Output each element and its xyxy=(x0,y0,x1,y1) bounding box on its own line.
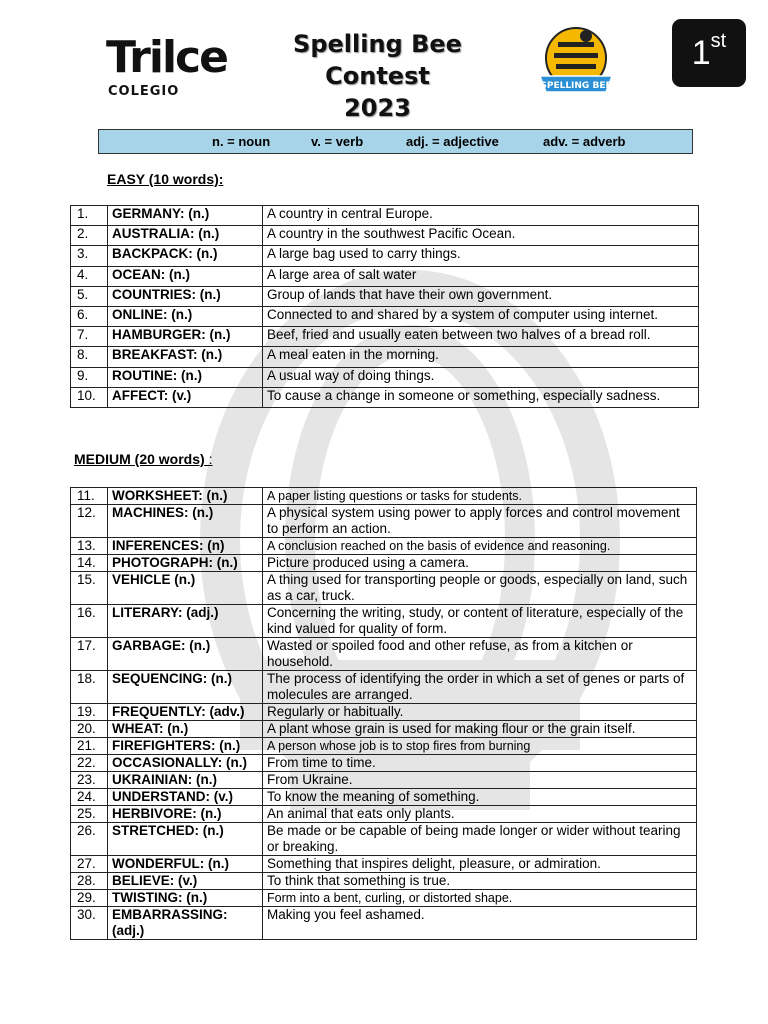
row-word: COUNTRIES: (n.) xyxy=(108,286,263,306)
row-word: WONDERFUL: (n.) xyxy=(108,856,263,873)
row-definition: Something that inspires delight, pleasure, or admiration. xyxy=(263,856,697,873)
row-number: 9. xyxy=(71,367,108,387)
table-row xyxy=(71,721,697,738)
table-row xyxy=(71,856,697,873)
legend-verb: v. = verb xyxy=(311,134,364,149)
abbreviation-legend xyxy=(98,129,693,154)
row-number: 16. xyxy=(71,605,108,638)
logo-subtitle: COLEGIO xyxy=(108,84,180,99)
row-number: 26. xyxy=(71,823,108,856)
row-word: FIREFIGHTERS: (n.) xyxy=(108,738,263,755)
table-row xyxy=(71,907,697,940)
row-number: 12. xyxy=(71,505,108,538)
row-definition: From time to time. xyxy=(263,755,697,772)
row-word: OCEAN: (n.) xyxy=(108,266,263,286)
table-row xyxy=(71,387,699,407)
row-word: UNDERSTAND: (v.) xyxy=(108,789,263,806)
row-number: 29. xyxy=(71,890,108,907)
row-word: VEHICLE (n.) xyxy=(108,572,263,605)
table-row xyxy=(71,367,699,387)
row-definition: Beef, fried and usually eaten between two halves of a bread roll. xyxy=(263,327,699,347)
row-word: AUSTRALIA: (n.) xyxy=(108,226,263,246)
row-word: AFFECT: (v.) xyxy=(108,387,263,407)
row-word: BACKPACK: (n.) xyxy=(108,246,263,266)
table-row xyxy=(71,246,699,266)
row-number: 14. xyxy=(71,555,108,572)
table-row xyxy=(71,873,697,890)
medium-heading-text: MEDIUM (20 words) xyxy=(74,451,205,467)
row-number: 15. xyxy=(71,572,108,605)
table-row xyxy=(71,789,697,806)
medium-word-table xyxy=(70,487,697,940)
row-number: 17. xyxy=(71,638,108,671)
row-word: HAMBURGER: (n.) xyxy=(108,327,263,347)
school-logo xyxy=(106,32,227,106)
row-number: 3. xyxy=(71,246,108,266)
row-word: BELIEVE: (v.) xyxy=(108,873,263,890)
row-number: 8. xyxy=(71,347,108,367)
row-definition: An animal that eats only plants. xyxy=(263,806,697,823)
row-number: 2. xyxy=(71,226,108,246)
table-row xyxy=(71,772,697,789)
grade-badge xyxy=(672,19,746,87)
row-number: 4. xyxy=(71,266,108,286)
table-row xyxy=(71,671,697,704)
row-definition: A large bag used to carry things. xyxy=(263,246,699,266)
row-number: 28. xyxy=(71,873,108,890)
table-row xyxy=(71,306,699,326)
table-row xyxy=(71,286,699,306)
row-word: PHOTOGRAPH: (n.) xyxy=(108,555,263,572)
row-number: 21. xyxy=(71,738,108,755)
table-row xyxy=(71,505,697,538)
row-word: SEQUENCING: (n.) xyxy=(108,671,263,704)
row-word: ONLINE: (n.) xyxy=(108,306,263,326)
table-row xyxy=(71,806,697,823)
row-definition: A physical system using power to apply forces and control movement to perform an action. xyxy=(263,505,697,538)
row-word: STRETCHED: (n.) xyxy=(108,823,263,856)
logo-name: Trilce xyxy=(106,32,227,83)
row-word: WHEAT: (n.) xyxy=(108,721,263,738)
row-number: 13. xyxy=(71,538,108,555)
table-row xyxy=(71,755,697,772)
row-definition: A thing used for transporting people or goods, especially on land, such as a car, truck. xyxy=(263,572,697,605)
title-line-1: Spelling Bee Contest xyxy=(293,30,462,90)
row-word: UKRAINIAN: (n.) xyxy=(108,772,263,789)
table-row xyxy=(71,638,697,671)
table-row xyxy=(71,327,699,347)
row-definition: Form into a bent, curling, or distorted shape. xyxy=(263,890,697,907)
table-row xyxy=(71,226,699,246)
table-row xyxy=(71,555,697,572)
row-number: 6. xyxy=(71,306,108,326)
table-row xyxy=(71,704,697,721)
row-definition: A meal eaten in the morning. xyxy=(263,347,699,367)
bee-logo-text: SPELLING BEE xyxy=(540,81,612,91)
row-definition: To cause a change in someone or something, especially sadness. xyxy=(263,387,699,407)
grade-number: 1 xyxy=(691,33,711,72)
row-definition: To know the meaning of something. xyxy=(263,789,697,806)
row-number: 19. xyxy=(71,704,108,721)
medium-heading-colon: : xyxy=(204,451,213,467)
row-definition: Concerning the writing, study, or content of literature, especially of the kind valued for quality of form. xyxy=(263,605,697,638)
table-row xyxy=(71,347,699,367)
row-number: 5. xyxy=(71,286,108,306)
easy-word-table xyxy=(70,205,699,408)
row-word: LITERARY: (adj.) xyxy=(108,605,263,638)
table-row xyxy=(71,890,697,907)
row-word: EMBARRASSING: (adj.) xyxy=(108,907,263,940)
table-row xyxy=(71,266,699,286)
row-number: 7. xyxy=(71,327,108,347)
row-number: 23. xyxy=(71,772,108,789)
table-row xyxy=(71,823,697,856)
table-row xyxy=(71,572,697,605)
row-number: 11. xyxy=(71,488,108,505)
table-row xyxy=(71,488,697,505)
table-row xyxy=(71,538,697,555)
row-definition: A country in the southwest Pacific Ocean. xyxy=(263,226,699,246)
row-definition: Making you feel ashamed. xyxy=(263,907,697,940)
row-word: MACHINES: (n.) xyxy=(108,505,263,538)
row-number: 20. xyxy=(71,721,108,738)
row-word: INFERENCES: (n) xyxy=(108,538,263,555)
legend-adjective: adj. = adjective xyxy=(406,134,499,149)
row-word: FREQUENTLY: (adv.) xyxy=(108,704,263,721)
row-word: OCCASIONALLY: (n.) xyxy=(108,755,263,772)
row-number: 24. xyxy=(71,789,108,806)
row-definition: Be made or be capable of being made longer or wider without tearing or breaking. xyxy=(263,823,697,856)
row-definition: A person whose job is to stop fires from burning xyxy=(263,738,697,755)
row-number: 22. xyxy=(71,755,108,772)
spelling-bee-logo xyxy=(532,20,620,106)
row-word: GERMANY: (n.) xyxy=(108,206,263,226)
row-definition: Group of lands that have their own government. xyxy=(263,286,699,306)
row-definition: Connected to and shared by a system of computer using internet. xyxy=(263,306,699,326)
row-word: BREAKFAST: (n.) xyxy=(108,347,263,367)
row-word: TWISTING: (n.) xyxy=(108,890,263,907)
row-number: 30. xyxy=(71,907,108,940)
row-definition: A large area of salt water xyxy=(263,266,699,286)
row-definition: A plant whose grain is used for making flour or the grain itself. xyxy=(263,721,697,738)
row-number: 1. xyxy=(71,206,108,226)
grade-suffix: st xyxy=(710,29,727,52)
row-definition: A country in central Europe. xyxy=(263,206,699,226)
row-number: 18. xyxy=(71,671,108,704)
table-row xyxy=(71,738,697,755)
row-definition: A paper listing questions or tasks for students. xyxy=(263,488,697,505)
row-definition: From Ukraine. xyxy=(263,772,697,789)
table-row xyxy=(71,605,697,638)
row-number: 27. xyxy=(71,856,108,873)
row-definition: A conclusion reached on the basis of evidence and reasoning. xyxy=(263,538,697,555)
row-word: GARBAGE: (n.) xyxy=(108,638,263,671)
legend-adverb: adv. = adverb xyxy=(543,134,626,149)
row-definition: The process of identifying the order in which a set of genes or parts of molecules are arranged. xyxy=(263,671,697,704)
row-word: HERBIVORE: (n.) xyxy=(108,806,263,823)
legend-noun: n. = noun xyxy=(212,134,271,149)
row-definition: A usual way of doing things. xyxy=(263,367,699,387)
title-line-2: 2023 xyxy=(344,94,411,122)
table-row xyxy=(71,206,699,226)
medium-heading xyxy=(74,451,212,467)
row-word: WORKSHEET: (n.) xyxy=(108,488,263,505)
row-definition: To think that something is true. xyxy=(263,873,697,890)
row-definition: Regularly or habitually. xyxy=(263,704,697,721)
row-number: 10. xyxy=(71,387,108,407)
row-number: 25. xyxy=(71,806,108,823)
row-definition: Picture produced using a camera. xyxy=(263,555,697,572)
row-word: ROUTINE: (n.) xyxy=(108,367,263,387)
easy-heading: EASY (10 words): xyxy=(107,171,224,187)
page-title xyxy=(250,28,505,124)
row-definition: Wasted or spoiled food and other refuse, as from a kitchen or household. xyxy=(263,638,697,671)
